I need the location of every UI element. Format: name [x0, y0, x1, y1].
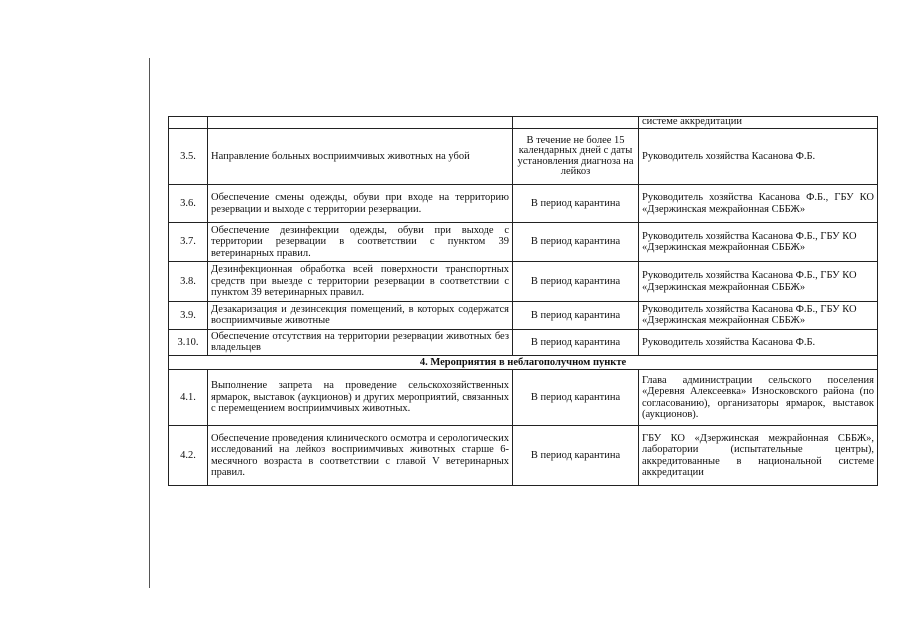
row-number: 3.10.	[169, 330, 208, 356]
row-action: Направление больных восприимчивых животных на убой	[208, 129, 513, 185]
row-number: 3.5.	[169, 129, 208, 185]
row-action: Дезинфекционная обработка всей поверхности транспортных средств при выезде с территории резервации в соответствии с пунктом 39 ветеринарных правил.	[208, 262, 513, 302]
row-number: 3.8.	[169, 262, 208, 302]
table-row-3-6	[169, 185, 878, 223]
row-number: 4.2.	[169, 426, 208, 486]
table-row-3-9	[169, 302, 878, 330]
row-number	[169, 117, 208, 129]
row-responsible: Руководитель хозяйства Касанова Ф.Б., ГБУ КО «Дзержинская межрайонная СББЖ»	[639, 185, 878, 223]
table-row-4-1	[169, 370, 878, 426]
row-number: 3.6.	[169, 185, 208, 223]
row-responsible: ГБУ КО «Дзержинская межрайонная СББЖ», лаборатории (испытательные центры), аккредитованные в национальной системе аккредитации	[639, 426, 878, 486]
row-term: В течение не более 15 календарных дней с даты установления диагноза на лейкоз	[513, 129, 639, 185]
row-number: 3.9.	[169, 302, 208, 330]
row-term: В период карантина	[513, 262, 639, 302]
row-term: В период карантина	[513, 302, 639, 330]
row-responsible: Руководитель хозяйства Касанова Ф.Б.	[639, 129, 878, 185]
row-action	[208, 117, 513, 129]
row-term: В период карантина	[513, 370, 639, 426]
section-4-title: 4. Мероприятия в неблагополучном пункте	[169, 356, 878, 370]
row-number: 4.1.	[169, 370, 208, 426]
table-row-carry-over	[169, 117, 878, 129]
row-term: В период карантина	[513, 185, 639, 223]
row-action: Обеспечение отсутствия на территории резервации животных без владельцев	[208, 330, 513, 356]
row-action: Обеспечение проведения клинического осмотра и серологических исследований на лейкоз восприимчивых животных старше 6-месячного возраста в соответствии с главой V ветеринарных правил.	[208, 426, 513, 486]
row-action: Дезакаризация и дезинсекция помещений, в которых содержатся восприимчивые животные	[208, 302, 513, 330]
row-responsible: системе аккредитации	[639, 117, 878, 129]
row-action: Обеспечение дезинфекции одежды, обуви при выходе с территории резервации в соответствии с пунктом 39 ветеринарных правил.	[208, 223, 513, 262]
measures-table	[168, 116, 878, 486]
row-term: В период карантина	[513, 223, 639, 262]
row-action: Обеспечение смены одежды, обуви при входе на территорию резервации и выходе с территории резервации.	[208, 185, 513, 223]
row-term: В период карантина	[513, 426, 639, 486]
page-margin-line	[149, 58, 150, 588]
row-term	[513, 117, 639, 129]
table-row-3-5	[169, 129, 878, 185]
row-action: Выполнение запрета на проведение сельскохозяйственных ярмарок, выставок (аукционов) и других мероприятий, связанных с перемещением восприимчивых животных.	[208, 370, 513, 426]
row-responsible: Руководитель хозяйства Касанова Ф.Б., ГБУ КО «Дзержинская межрайонная СББЖ»	[639, 262, 878, 302]
row-responsible: Руководитель хозяйства Касанова Ф.Б., ГБУ КО «Дзержинская межрайонная СББЖ»	[639, 223, 878, 262]
table-row-3-8	[169, 262, 878, 302]
row-responsible: Руководитель хозяйства Касанова Ф.Б.	[639, 330, 878, 356]
row-term: В период карантина	[513, 330, 639, 356]
table-row-4-2	[169, 426, 878, 486]
row-responsible: Глава администрации сельского поселения «Деревня Алексеевка» Износковского района (по согласованию), организаторы ярмарок, выставок (аукционов).	[639, 370, 878, 426]
section-4-header-row	[169, 356, 878, 370]
table-row-3-10	[169, 330, 878, 356]
table-row-3-7	[169, 223, 878, 262]
row-responsible: Руководитель хозяйства Касанова Ф.Б., ГБУ КО «Дзержинская межрайонная СББЖ»	[639, 302, 878, 330]
row-number: 3.7.	[169, 223, 208, 262]
